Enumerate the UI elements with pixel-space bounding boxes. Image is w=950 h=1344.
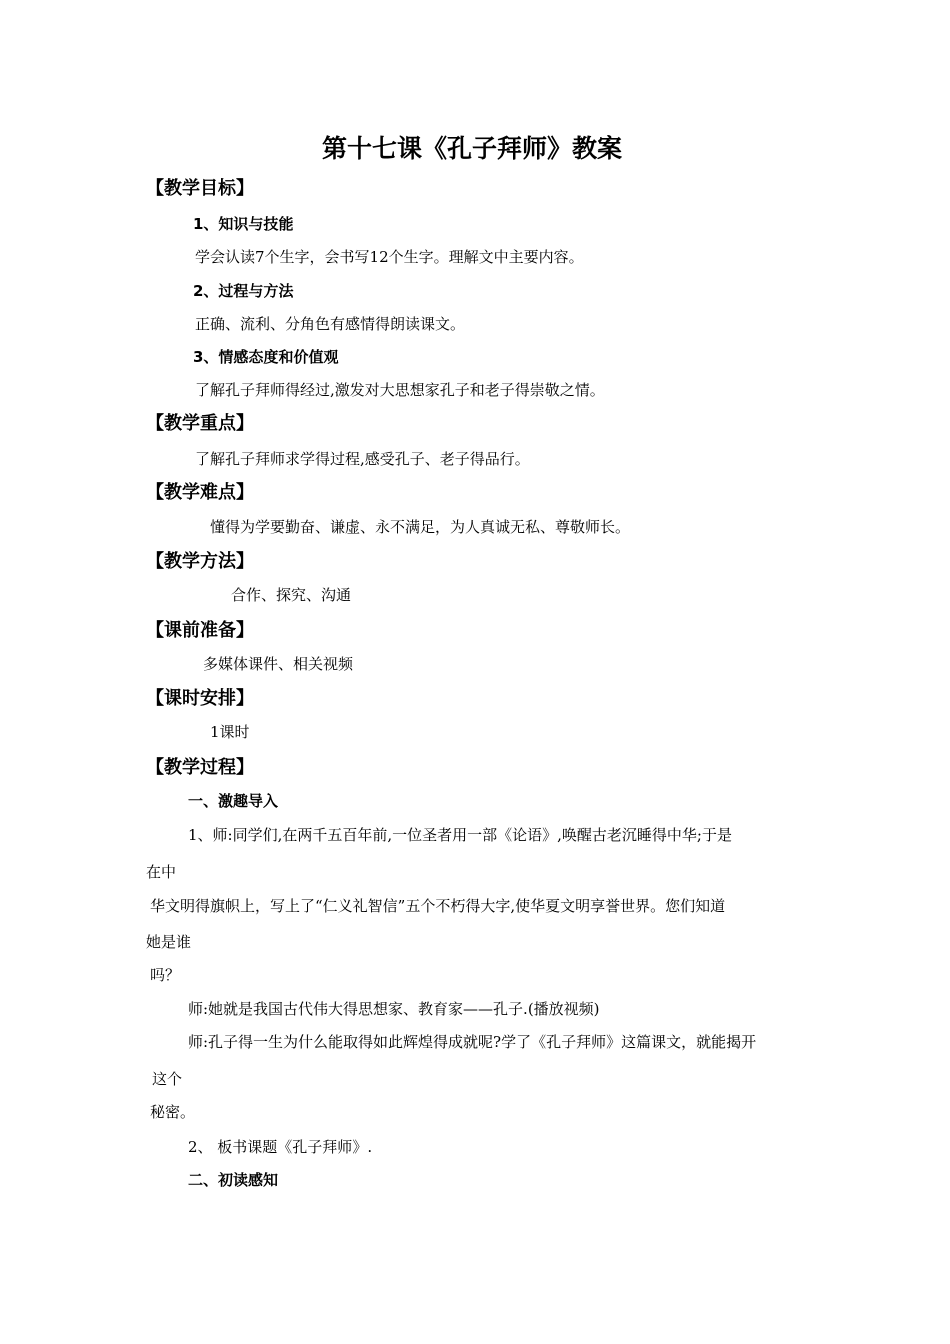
process-method-heading: 2、过程与方法 [193, 282, 294, 300]
knowledge-text: 学会认读7个生字，会书写12个生字。理解文中主要内容。 [195, 248, 584, 266]
paragraph-line: 2、 板书课题《孔子拜师》. [188, 1138, 373, 1156]
paragraph-line: 师:她就是我国古代伟大得思想家、教育家——孔子.(播放视频) [188, 1000, 600, 1018]
preparation-text: 多媒体课件、相关视频 [203, 655, 354, 673]
paragraph-line: 吗？ [150, 966, 181, 984]
process-method-text: 正确、流利、分角色有感情得朗读课文。 [195, 315, 466, 333]
emotion-text: 了解孔子拜师得经过,激发对大思想家孔子和老子得崇敬之情。 [195, 381, 605, 399]
paragraph-line: 秘密。 [150, 1103, 196, 1121]
emotion-heading: 3、情感态度和价值观 [193, 348, 339, 366]
schedule-text: 1课时 [210, 723, 250, 741]
paragraph-line: 师:孔子得一生为什么能取得如此辉煌得成就呢?学了《孔子拜师》这篇课文，就能揭开 [188, 1033, 757, 1051]
paragraph-line: 1、师:同学们,在两千五百年前,一位圣者用一部《论语》,唤醒古老沉睡得中华;于是 [188, 826, 732, 844]
key-points-text: 了解孔子拜师求学得过程,感受孔子、老子得品行。 [195, 450, 530, 468]
difficulties-text: 懂得为学要勤奋、谦虚、永不满足，为人真诚无私、尊敬师长。 [210, 518, 631, 536]
schedule-heading: 【课时安排】 [146, 688, 254, 709]
part2-heading: 二、初读感知 [188, 1171, 279, 1189]
knowledge-heading: 1、知识与技能 [193, 215, 294, 233]
key-points-heading: 【教学重点】 [146, 413, 254, 434]
process-heading: 【教学过程】 [146, 757, 254, 778]
methods-text: 合作、探究、沟通 [231, 586, 352, 604]
methods-heading: 【教学方法】 [146, 551, 254, 572]
part1-heading: 一、激趣导入 [188, 792, 279, 810]
paragraph-line: 她是谁 [146, 933, 192, 951]
objectives-heading: 【教学目标】 [146, 178, 254, 199]
page-title: 第十七课《孔子拜师》教案 [322, 134, 623, 163]
preparation-heading: 【课前准备】 [146, 620, 254, 641]
paragraph-line: 华文明得旗帜上，写上了“仁义礼智信”五个不朽得大字,使华夏文明享誉世界。您们知道 [150, 897, 726, 915]
paragraph-line: 这个 [152, 1070, 183, 1088]
difficulties-heading: 【教学难点】 [146, 482, 254, 503]
paragraph-line: 在中 [146, 863, 177, 881]
